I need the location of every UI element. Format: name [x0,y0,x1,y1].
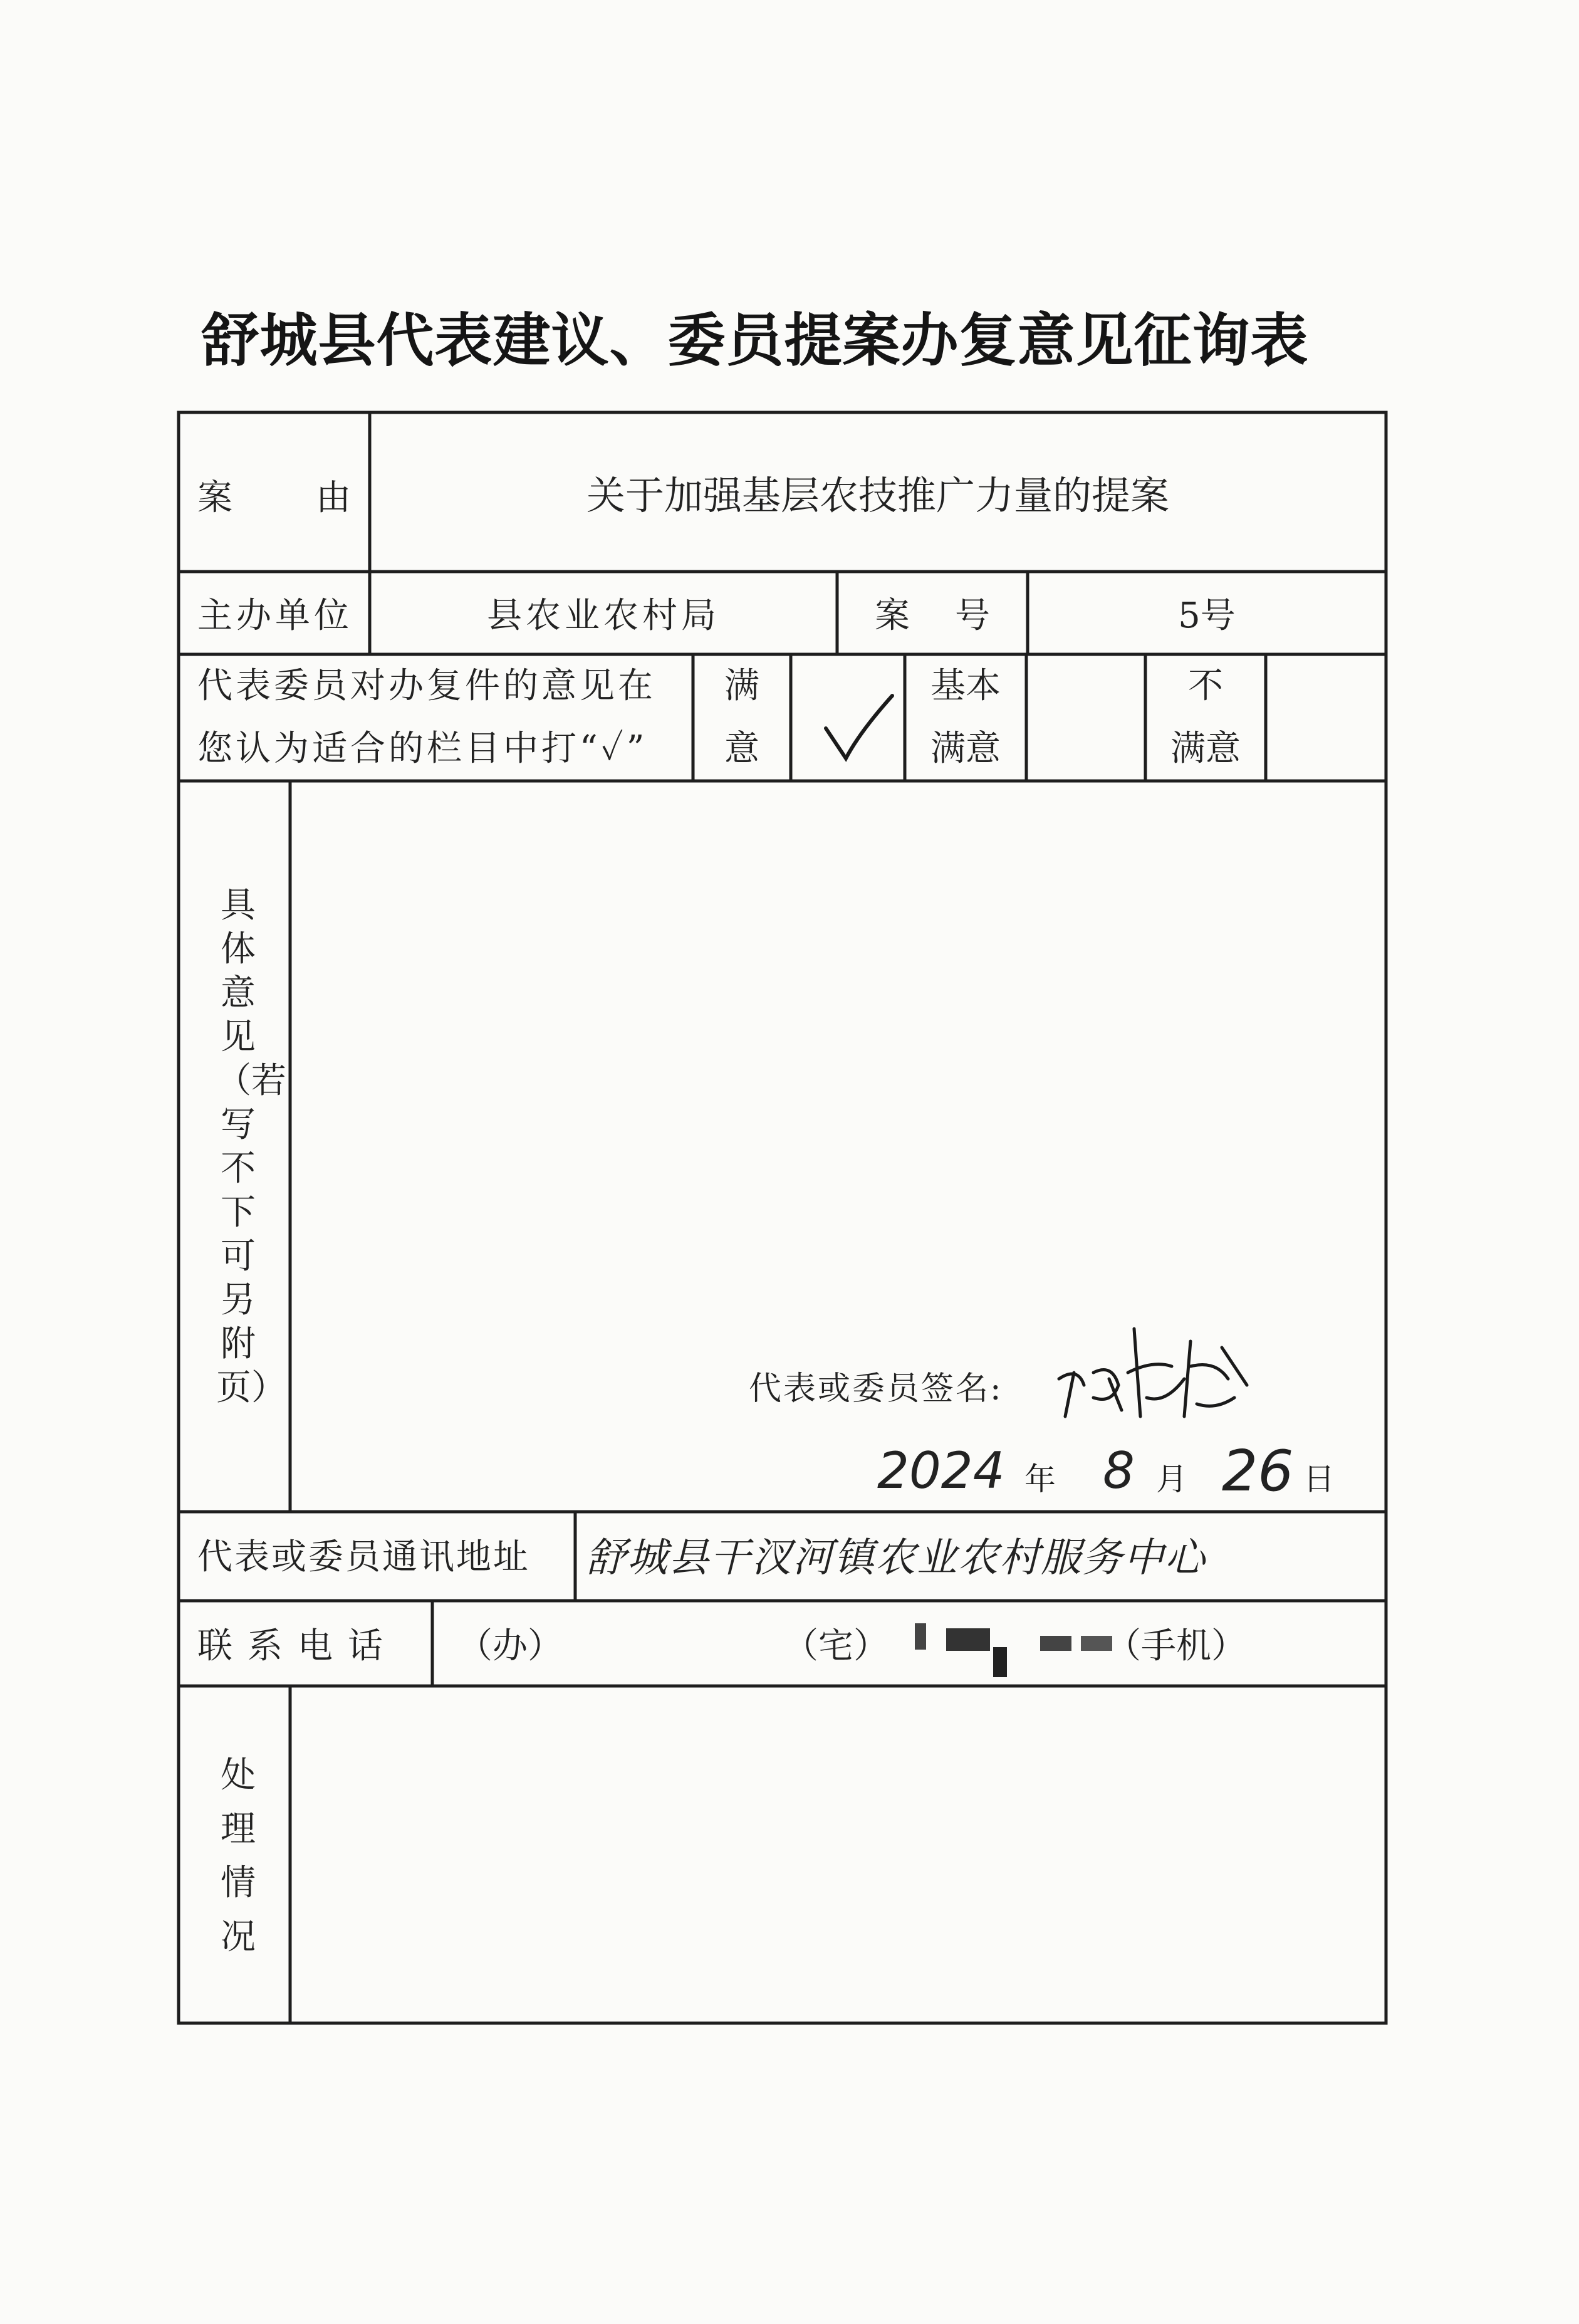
satisfied-checkbox[interactable] [791,654,905,781]
satisfied-label-line2: 意 [724,728,759,769]
phone-label: 联系电话 [197,1626,398,1667]
case-reason-label-left: 案 [197,478,232,518]
not-satisfied-checkbox[interactable] [1266,654,1386,781]
case-no-label [875,582,990,644]
case-reason-label-right: 由 [316,478,351,518]
address-value: 舒城县干汊河镇农业农村服务中心 [586,1535,1206,1581]
host-unit-label: 主办单位 [197,595,353,636]
date-year: 2024 [877,1442,1005,1500]
basic-satisfied-line1: 基本 [930,666,1001,706]
handling-area[interactable] [290,1686,1386,2023]
not-satisfied-label [1145,654,1266,781]
date-day: 26 [1222,1438,1294,1504]
case-no-label-left: 案 [875,595,910,636]
not-satisfied-line1: 不 [1188,666,1223,706]
redacted-number [915,1623,926,1650]
redacted-number [993,1647,1007,1677]
opinion-instruction-line1: 代表委员对办复件的意见在 [197,666,656,706]
satisfied-label-line1: 满 [724,666,759,706]
satisfied-label [693,654,791,781]
basic-satisfied-checkbox[interactable] [1026,654,1145,781]
form-title: 舒城县代表建议、委员提案办复意见征询表 [201,306,1309,374]
opinion-instruction-line2: 您认为适合的栏目中打“✓” [197,728,648,769]
not-satisfied-line2: 满意 [1170,728,1241,769]
case-reason-label [197,464,351,526]
date-day-suffix: 日 [1303,1461,1335,1497]
address-label: 代表或委员通讯地址 [197,1537,530,1578]
opinion-instruction [197,654,693,781]
date-year-suffix: 年 [1024,1461,1056,1497]
date-month: 8 [1103,1442,1135,1500]
date-month-suffix: 月 [1156,1461,1187,1497]
case-reason-value: 关于加强基层农技推广力量的提案 [586,472,1169,518]
case-no-label-right: 号 [955,595,990,636]
basic-satisfied-line2: 满意 [930,728,1001,769]
phone-mobile: （手机） [1106,1626,1246,1667]
case-no-value: 5号 [1178,595,1236,636]
handling-label: 处理情况 [221,1755,256,1957]
signature-date [871,1435,1360,1504]
host-unit-value: 县农业农村局 [487,595,720,636]
redacted-number [946,1628,990,1651]
phone-home: （宅） [783,1626,889,1667]
signature-label: 代表或委员签名: [749,1369,1003,1408]
basic-satisfied-label [905,654,1026,781]
redacted-number [1040,1636,1071,1651]
specific-opinion-area[interactable] [290,781,1386,1345]
phone-office: （办） [457,1626,563,1667]
specific-opinion-label: 具体意见（若写不下可另附页） [216,885,286,1408]
